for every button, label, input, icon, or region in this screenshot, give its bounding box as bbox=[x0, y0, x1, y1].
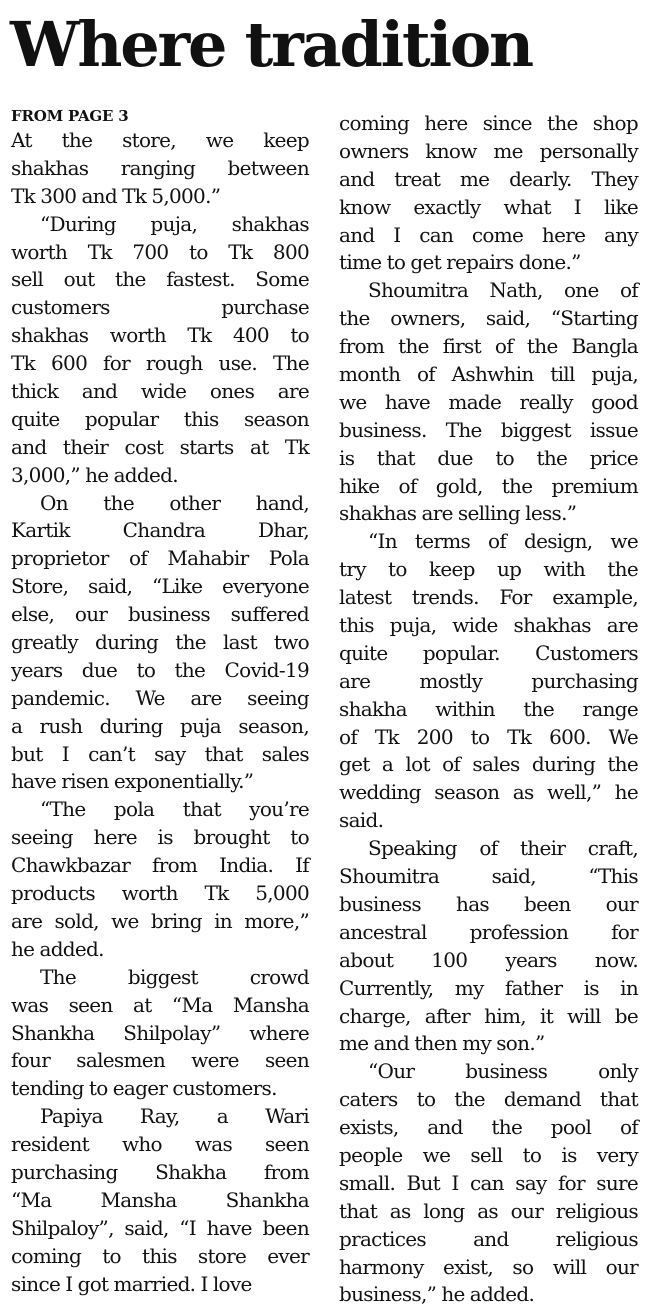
text-line: seeing here is brought to bbox=[11, 825, 309, 850]
text-line: of Tk 200 to Tk 600. We bbox=[339, 724, 638, 749]
text-line: greatly during the last two bbox=[11, 630, 309, 655]
text-line: about 100 years now. bbox=[339, 947, 638, 972]
article-paragraph bbox=[339, 1058, 638, 1309]
text-line: owners know me personally bbox=[339, 138, 638, 163]
text-line: On the other hand, bbox=[40, 490, 309, 515]
text-line: “During puja, shakhas bbox=[40, 211, 309, 236]
text-line: Store, said, “Like everyone bbox=[11, 574, 309, 599]
text-line: resident who was seen bbox=[11, 1132, 309, 1157]
text-line: this puja, wide shakhas are bbox=[339, 613, 638, 638]
text-line: hike of gold, the premium bbox=[339, 473, 638, 498]
text-line: tending to eager customers. bbox=[11, 1076, 277, 1101]
text-line: he added. bbox=[11, 936, 104, 961]
text-line: was seen at “Ma Mansha bbox=[11, 992, 309, 1017]
text-line: wedding season as well,” he bbox=[339, 780, 638, 805]
text-line: Speaking of their craft, bbox=[368, 836, 638, 861]
text-line: Shoumitra Nath, one of bbox=[368, 278, 638, 303]
text-line: small. But I can say for sure bbox=[339, 1170, 638, 1195]
text-line: Tk 600 for rough use. The bbox=[11, 351, 309, 376]
article-column-right bbox=[339, 110, 638, 1309]
text-line: Shilpaloy”, said, “I have been bbox=[11, 1215, 309, 1240]
text-line: the owners, said, “Starting bbox=[339, 306, 638, 331]
text-line: and their cost starts at Tk bbox=[11, 434, 309, 459]
text-line: worth Tk 700 to Tk 800 bbox=[11, 239, 309, 264]
text-line: shakhas worth Tk 400 to bbox=[11, 323, 309, 348]
text-line: me and then my son.” bbox=[339, 1031, 545, 1056]
text-line: “Our business only bbox=[368, 1059, 638, 1084]
text-line: and I can come here any bbox=[339, 222, 638, 247]
text-line: get a lot of sales during the bbox=[339, 752, 638, 777]
article-paragraph bbox=[339, 277, 638, 528]
text-line: we have made really good bbox=[339, 389, 638, 414]
text-line: business,” he added. bbox=[339, 1282, 535, 1307]
text-line: Tk 300 and Tk 5,000.” bbox=[11, 183, 221, 208]
article-column-left bbox=[11, 106, 309, 1298]
text-line: 3,000,” he added. bbox=[11, 462, 178, 487]
text-line: four salesmen were seen bbox=[11, 1048, 309, 1073]
text-line: Shoumitra said, “This bbox=[339, 864, 638, 889]
text-line: Papiya Ray, a Wari bbox=[40, 1104, 309, 1129]
text-line: thick and wide ones are bbox=[11, 379, 309, 404]
text-line: caters to the demand that bbox=[339, 1087, 638, 1112]
text-line: from the first of the Bangla bbox=[339, 334, 638, 359]
text-line: latest trends. For example, bbox=[339, 585, 638, 610]
article-paragraph bbox=[11, 490, 309, 797]
text-line: said. bbox=[339, 808, 384, 833]
text-line: are mostly purchasing bbox=[339, 668, 638, 693]
text-line: charge, after him, it will be bbox=[339, 1003, 638, 1028]
text-line: Chawkbazar from India. If bbox=[11, 853, 309, 878]
text-line: harmony exist, so will our bbox=[339, 1254, 638, 1279]
text-line: sell out the fastest. Some bbox=[11, 267, 309, 292]
text-line: a rush during puja season, bbox=[11, 713, 309, 738]
column-body bbox=[339, 110, 638, 1309]
article-paragraph bbox=[11, 1103, 309, 1298]
column-body bbox=[11, 127, 309, 1298]
text-line: business has been our bbox=[339, 891, 638, 916]
text-line: “The pola that you’re bbox=[40, 797, 309, 822]
text-line: else, our business suffered bbox=[11, 602, 309, 627]
text-line: The biggest crowd bbox=[40, 964, 309, 989]
text-line: that as long as our religious bbox=[339, 1198, 638, 1223]
text-line: practices and religious bbox=[339, 1226, 638, 1251]
text-line: quite popular this season bbox=[11, 406, 309, 431]
text-line: “In terms of design, we bbox=[368, 529, 638, 554]
text-line: At the store, we keep bbox=[11, 128, 309, 152]
text-line: purchasing Shakha from bbox=[11, 1159, 309, 1184]
text-line: proprietor of Mahabir Pola bbox=[11, 546, 309, 571]
text-line: shakhas are selling less.” bbox=[339, 501, 577, 526]
text-line: coming to this store ever bbox=[11, 1243, 309, 1268]
article-paragraph bbox=[11, 127, 309, 211]
text-line: “Ma Mansha Shankha bbox=[11, 1187, 309, 1212]
text-line: Kartik Chandra Dhar, bbox=[11, 518, 309, 543]
text-line: business. The biggest issue bbox=[339, 417, 638, 442]
headline: Where tradition bbox=[10, 8, 532, 81]
text-line: know exactly what I like bbox=[339, 194, 638, 219]
article-paragraph bbox=[11, 796, 309, 963]
article-paragraph bbox=[11, 964, 309, 1103]
text-line: time to get repairs done.” bbox=[339, 250, 581, 275]
text-line: is that due to the price bbox=[339, 445, 638, 470]
text-line: have risen exponentially.” bbox=[11, 769, 254, 794]
continuation-kicker: FROM PAGE 3 bbox=[11, 107, 129, 125]
text-line: products worth Tk 5,000 bbox=[11, 881, 309, 906]
text-line: since I got married. I love bbox=[11, 1271, 252, 1296]
text-line: try to keep up with the bbox=[339, 557, 638, 582]
text-line: Currently, my father is in bbox=[339, 975, 638, 1000]
article-paragraph bbox=[339, 110, 638, 277]
text-line: month of Ashwhin till puja, bbox=[339, 362, 638, 387]
text-line: shakha within the range bbox=[339, 696, 638, 721]
text-line: but I can’t say that sales bbox=[11, 741, 309, 766]
article-paragraph bbox=[11, 211, 309, 490]
article-paragraph bbox=[339, 528, 638, 835]
text-line: years due to the Covid-19 bbox=[11, 657, 309, 682]
text-line: ancestral profession for bbox=[339, 919, 638, 944]
text-line: customers purchase bbox=[11, 295, 309, 320]
text-line: shakhas ranging between bbox=[11, 155, 309, 180]
text-line: and treat me dearly. They bbox=[339, 166, 638, 191]
text-line: coming here since the shop bbox=[339, 111, 638, 135]
text-line: are sold, we bring in more,” bbox=[11, 908, 309, 933]
text-line: pandemic. We are seeing bbox=[11, 685, 309, 710]
article-paragraph bbox=[339, 835, 638, 1058]
text-line: people we sell to is very bbox=[339, 1142, 638, 1167]
text-line: quite popular. Customers bbox=[339, 640, 638, 665]
text-line: exists, and the pool of bbox=[339, 1115, 638, 1140]
text-line: Shankha Shilpolay” where bbox=[11, 1020, 309, 1045]
